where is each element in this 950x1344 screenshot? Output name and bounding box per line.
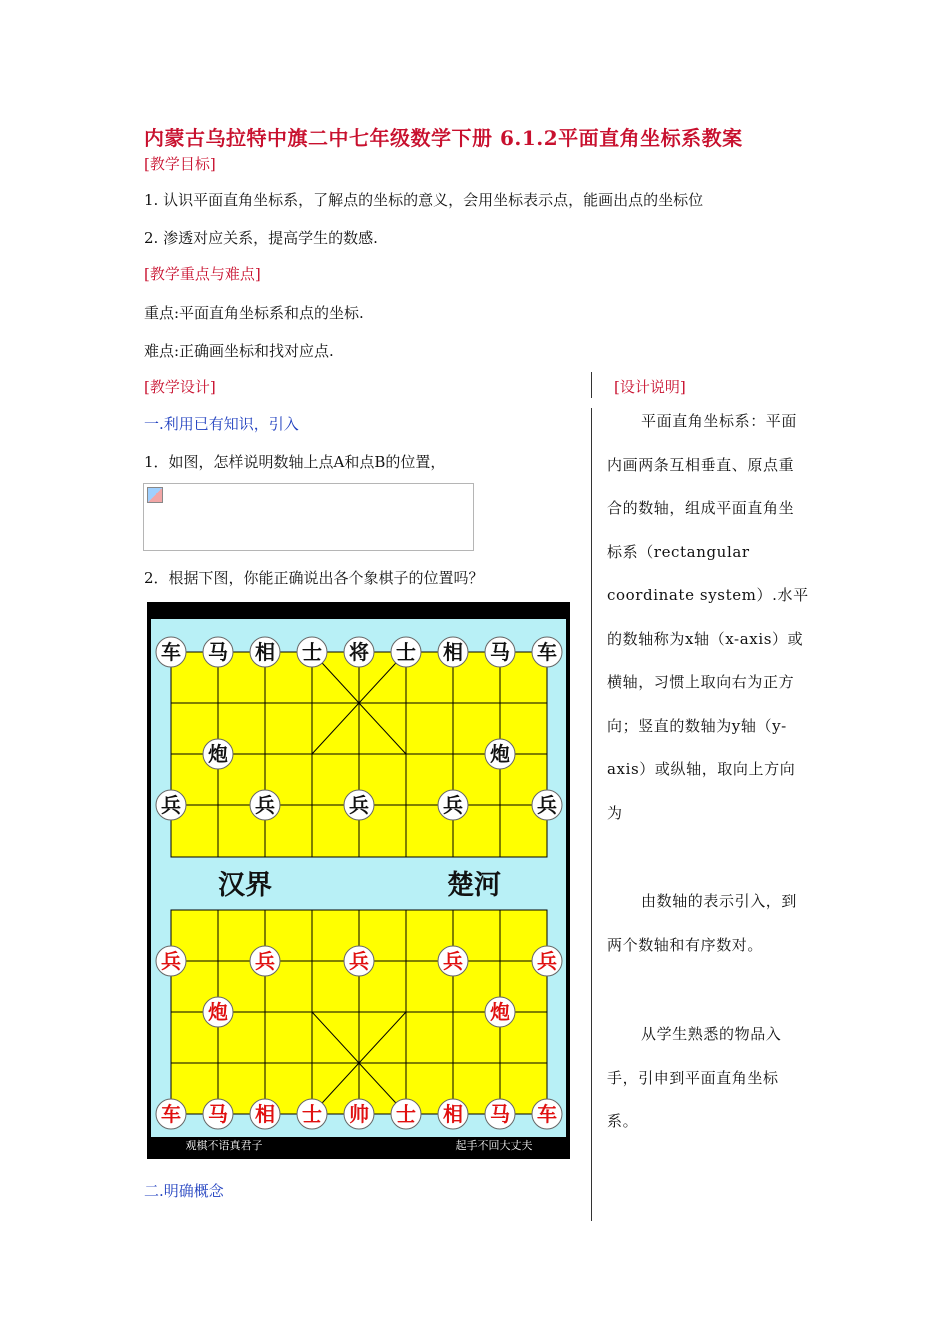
design-note-2: 由数轴的表示引入，到两个数轴和有序数对。 (607, 892, 798, 954)
chess-piece-label: 炮 (208, 1000, 228, 1024)
chess-piece (485, 637, 515, 667)
question-2: 2．根据下图，你能正确说出各个象棋子的位置吗？ (144, 569, 484, 587)
chess-piece-label: 马 (208, 640, 228, 664)
chess-piece-label: 将 (349, 640, 369, 664)
chess-piece (344, 790, 374, 820)
chess-piece (391, 1099, 421, 1129)
number-line-image (143, 483, 474, 551)
chess-piece (250, 790, 280, 820)
chess-piece-label: 相 (255, 640, 275, 664)
chess-piece (485, 997, 515, 1027)
chess-piece (297, 1099, 327, 1129)
chess-piece-label: 兵 (537, 793, 557, 817)
chess-piece (344, 946, 374, 976)
section-2-heading: 二.明确概念 (144, 1182, 224, 1200)
chess-piece (438, 1099, 468, 1129)
design-note-3: 从学生熟悉的物品入手，引申到平面直角坐标系。 (607, 1025, 782, 1130)
chess-piece-label: 炮 (490, 742, 510, 766)
chess-piece-label: 兵 (161, 949, 181, 973)
document-title: 内蒙古乌拉特中旗二中七年级数学下册 6.1.2平面直角坐标系教案 (144, 126, 743, 150)
chess-piece-label: 马 (490, 640, 510, 664)
chess-piece-label: 士 (302, 640, 322, 664)
chess-piece (156, 790, 186, 820)
chess-board-svg (147, 602, 570, 1159)
chess-piece-label: 车 (537, 1102, 557, 1126)
chess-piece-label: 相 (255, 1102, 275, 1126)
caption-right: 起手不回大丈夫 (455, 1139, 533, 1152)
question-1: 1．如图，怎样说明数轴上点A和点B的位置， (144, 453, 446, 471)
chess-piece (391, 637, 421, 667)
chess-piece-label: 车 (161, 640, 181, 664)
column-divider (591, 408, 592, 1221)
broken-image-icon (147, 487, 163, 503)
chess-piece (532, 790, 562, 820)
river-right-label: 楚河 (447, 870, 501, 901)
chess-piece (485, 1099, 515, 1129)
goals-heading: [教学目标] (144, 155, 216, 173)
chinese-chess-board-figure (147, 602, 570, 1159)
chess-piece-label: 兵 (161, 793, 181, 817)
chess-piece-label: 士 (302, 1102, 322, 1126)
chess-piece-label: 炮 (208, 742, 228, 766)
chess-piece-label: 相 (443, 640, 463, 664)
chess-piece-label: 帅 (349, 1102, 369, 1126)
river (151, 855, 566, 909)
chess-piece-label: 兵 (349, 949, 369, 973)
chess-piece-label: 兵 (537, 949, 557, 973)
chess-piece-label: 车 (161, 1102, 181, 1126)
heading-divider (591, 372, 592, 398)
chess-piece-label: 士 (396, 640, 416, 664)
chess-piece-label: 兵 (349, 793, 369, 817)
difficult-point: 难点:正确画坐标和找对应点. (144, 342, 334, 360)
chess-piece (344, 1099, 374, 1129)
chess-piece (203, 637, 233, 667)
chess-piece (156, 637, 186, 667)
key-point: 重点:平面直角坐标系和点的坐标. (144, 304, 364, 322)
chess-piece (438, 790, 468, 820)
river-left-label: 汉界 (218, 870, 272, 901)
chess-piece (203, 997, 233, 1027)
design-heading: [教学设计] (144, 378, 216, 396)
chess-piece (250, 637, 280, 667)
chess-piece (438, 637, 468, 667)
chess-piece-label: 炮 (490, 1000, 510, 1024)
chess-piece (156, 1099, 186, 1129)
chess-piece (203, 1099, 233, 1129)
goal-1: 1. 认识平面直角坐标系，了解点的坐标的意义，会用坐标表示点，能画出点的坐标位 (144, 191, 704, 209)
chess-piece (438, 946, 468, 976)
chess-piece-label: 马 (490, 1102, 510, 1126)
chess-piece-label: 兵 (255, 949, 275, 973)
chess-piece-label: 兵 (443, 793, 463, 817)
chess-piece (532, 1099, 562, 1129)
chess-piece (203, 739, 233, 769)
chess-piece (344, 637, 374, 667)
chess-piece-label: 士 (396, 1102, 416, 1126)
chess-piece-label: 兵 (443, 949, 463, 973)
caption-left: 观棋不语真君子 (185, 1139, 263, 1152)
section-1-heading: 一.利用已有知识，引入 (144, 415, 299, 433)
chess-piece-label: 马 (208, 1102, 228, 1126)
chess-piece (532, 637, 562, 667)
notes-heading: [设计说明] (614, 378, 686, 396)
chess-piece-label: 兵 (255, 793, 275, 817)
chess-piece (156, 946, 186, 976)
chess-piece-label: 车 (537, 640, 557, 664)
keys-heading: [教学重点与难点] (144, 265, 261, 283)
chess-piece (532, 946, 562, 976)
design-note-1: 平面直角坐标系：平面内画两条互相垂直、原点重合的数轴，组成平面直角坐标系（rectangular coordinate system）.水平的数轴称为x轴（x-axis）或横轴，习惯上取向右为正方向；竖直的数轴为y轴（y-axis）或纵轴，取向上方向为 (607, 412, 809, 822)
chess-piece (297, 637, 327, 667)
chess-piece (250, 946, 280, 976)
chess-piece-label: 相 (443, 1102, 463, 1126)
goal-2: 2. 渗透对应关系，提高学生的数感. (144, 229, 378, 247)
chess-piece (485, 739, 515, 769)
chess-piece (250, 1099, 280, 1129)
